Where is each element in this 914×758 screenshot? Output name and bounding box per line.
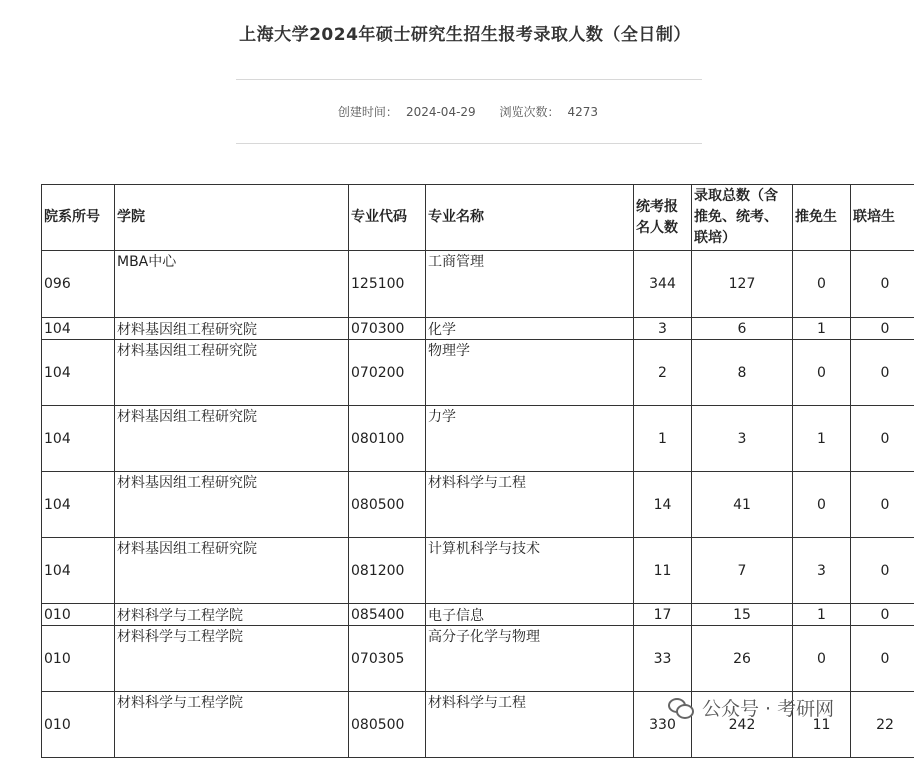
cell-college: 材料基因组工程研究院	[115, 406, 349, 472]
cell-applicants: 330	[634, 692, 692, 758]
cell-major-code: 070200	[349, 340, 426, 406]
cell-recommended: 0	[793, 340, 851, 406]
cell-joint: 0	[851, 538, 914, 604]
cell-admitted-total: 7	[692, 538, 793, 604]
cell-college: 材料科学与工程学院	[115, 626, 349, 692]
cell-major-code: 081200	[349, 538, 426, 604]
cell-recommended: 0	[793, 626, 851, 692]
cell-dept-no: 010	[42, 692, 115, 758]
cell-major-code: 070305	[349, 626, 426, 692]
cell-joint: 0	[851, 604, 914, 626]
cell-admitted-total: 26	[692, 626, 793, 692]
cell-major-name: 高分子化学与物理	[426, 626, 634, 692]
cell-major-code: 070300	[349, 318, 426, 340]
cell-applicants: 2	[634, 340, 692, 406]
page-title: 上海大学2024年硕士研究生招生报考录取人数（全日制）	[0, 20, 914, 45]
cell-recommended: 1	[793, 318, 851, 340]
cell-admitted-total: 3	[692, 406, 793, 472]
cell-college: 材料基因组工程研究院	[115, 538, 349, 604]
table-row	[42, 626, 914, 692]
header-recommended: 推免生	[793, 185, 851, 251]
cell-recommended: 0	[793, 251, 851, 318]
views-value: 4273	[568, 105, 599, 119]
cell-recommended: 0	[793, 472, 851, 538]
table-row	[42, 472, 914, 538]
cell-admitted-total: 6	[692, 318, 793, 340]
header-joint: 联培生	[851, 185, 914, 251]
header-college: 学院	[115, 185, 349, 251]
table-row	[42, 318, 914, 340]
cell-dept-no: 104	[42, 538, 115, 604]
cell-recommended: 1	[793, 406, 851, 472]
cell-college: 材料基因组工程研究院	[115, 472, 349, 538]
cell-recommended: 11	[793, 692, 851, 758]
cell-college: 材料基因组工程研究院	[115, 318, 349, 340]
table-row	[42, 538, 914, 604]
cell-major-name: 材料科学与工程	[426, 472, 634, 538]
cell-joint: 0	[851, 472, 914, 538]
table-row	[42, 340, 914, 406]
header-major-code: 专业代码	[349, 185, 426, 251]
cell-applicants: 344	[634, 251, 692, 318]
views-label: 浏览次数：	[500, 105, 560, 119]
cell-applicants: 11	[634, 538, 692, 604]
cell-joint: 0	[851, 340, 914, 406]
cell-major-name: 化学	[426, 318, 634, 340]
cell-admitted-total: 8	[692, 340, 793, 406]
cell-dept-no: 104	[42, 472, 115, 538]
cell-joint: 0	[851, 251, 914, 318]
cell-dept-no: 010	[42, 604, 115, 626]
cell-applicants: 3	[634, 318, 692, 340]
divider-top	[236, 79, 702, 80]
header-major-name: 专业名称	[426, 185, 634, 251]
cell-joint: 0	[851, 318, 914, 340]
cell-college: 材料科学与工程学院	[115, 604, 349, 626]
cell-joint: 0	[851, 406, 914, 472]
table-header-row	[42, 185, 914, 251]
table-row	[42, 604, 914, 626]
cell-major-code: 080500	[349, 472, 426, 538]
cell-applicants: 1	[634, 406, 692, 472]
admission-table	[41, 184, 914, 758]
cell-major-name: 工商管理	[426, 251, 634, 318]
cell-applicants: 14	[634, 472, 692, 538]
created-label: 创建时间：	[338, 105, 398, 119]
cell-major-code: 125100	[349, 251, 426, 318]
cell-major-name: 物理学	[426, 340, 634, 406]
cell-major-code: 080500	[349, 692, 426, 758]
cell-major-code: 085400	[349, 604, 426, 626]
created-value: 2024-04-29	[406, 105, 476, 119]
cell-major-name: 力学	[426, 406, 634, 472]
cell-dept-no: 010	[42, 626, 115, 692]
cell-dept-no: 096	[42, 251, 115, 318]
cell-major-code: 080100	[349, 406, 426, 472]
cell-dept-no: 104	[42, 406, 115, 472]
cell-joint: 22	[851, 692, 914, 758]
cell-dept-no: 104	[42, 340, 115, 406]
watermark-text: 公众号 · 考研网	[702, 694, 834, 721]
table-row	[42, 406, 914, 472]
meta-info	[0, 103, 914, 120]
cell-college: 材料科学与工程学院	[115, 692, 349, 758]
cell-college: 材料基因组工程研究院	[115, 340, 349, 406]
cell-applicants: 33	[634, 626, 692, 692]
watermark	[668, 694, 834, 721]
cell-college: MBA中心	[115, 251, 349, 318]
divider-bottom	[236, 143, 702, 144]
header-applicants: 统考报名人数	[634, 185, 692, 251]
header-admitted-total: 录取总数（含推免、统考、联培）	[692, 185, 793, 251]
cell-major-name: 计算机科学与技术	[426, 538, 634, 604]
cell-admitted-total: 41	[692, 472, 793, 538]
cell-recommended: 3	[793, 538, 851, 604]
cell-admitted-total: 242	[692, 692, 793, 758]
table-row	[42, 251, 914, 318]
cell-admitted-total: 15	[692, 604, 793, 626]
cell-joint: 0	[851, 626, 914, 692]
cell-major-name: 电子信息	[426, 604, 634, 626]
cell-dept-no: 104	[42, 318, 115, 340]
cell-applicants: 17	[634, 604, 692, 626]
cell-admitted-total: 127	[692, 251, 793, 318]
wechat-icon	[668, 698, 694, 718]
cell-major-name: 材料科学与工程	[426, 692, 634, 758]
header-dept-no: 院系所号	[42, 185, 115, 251]
cell-recommended: 1	[793, 604, 851, 626]
